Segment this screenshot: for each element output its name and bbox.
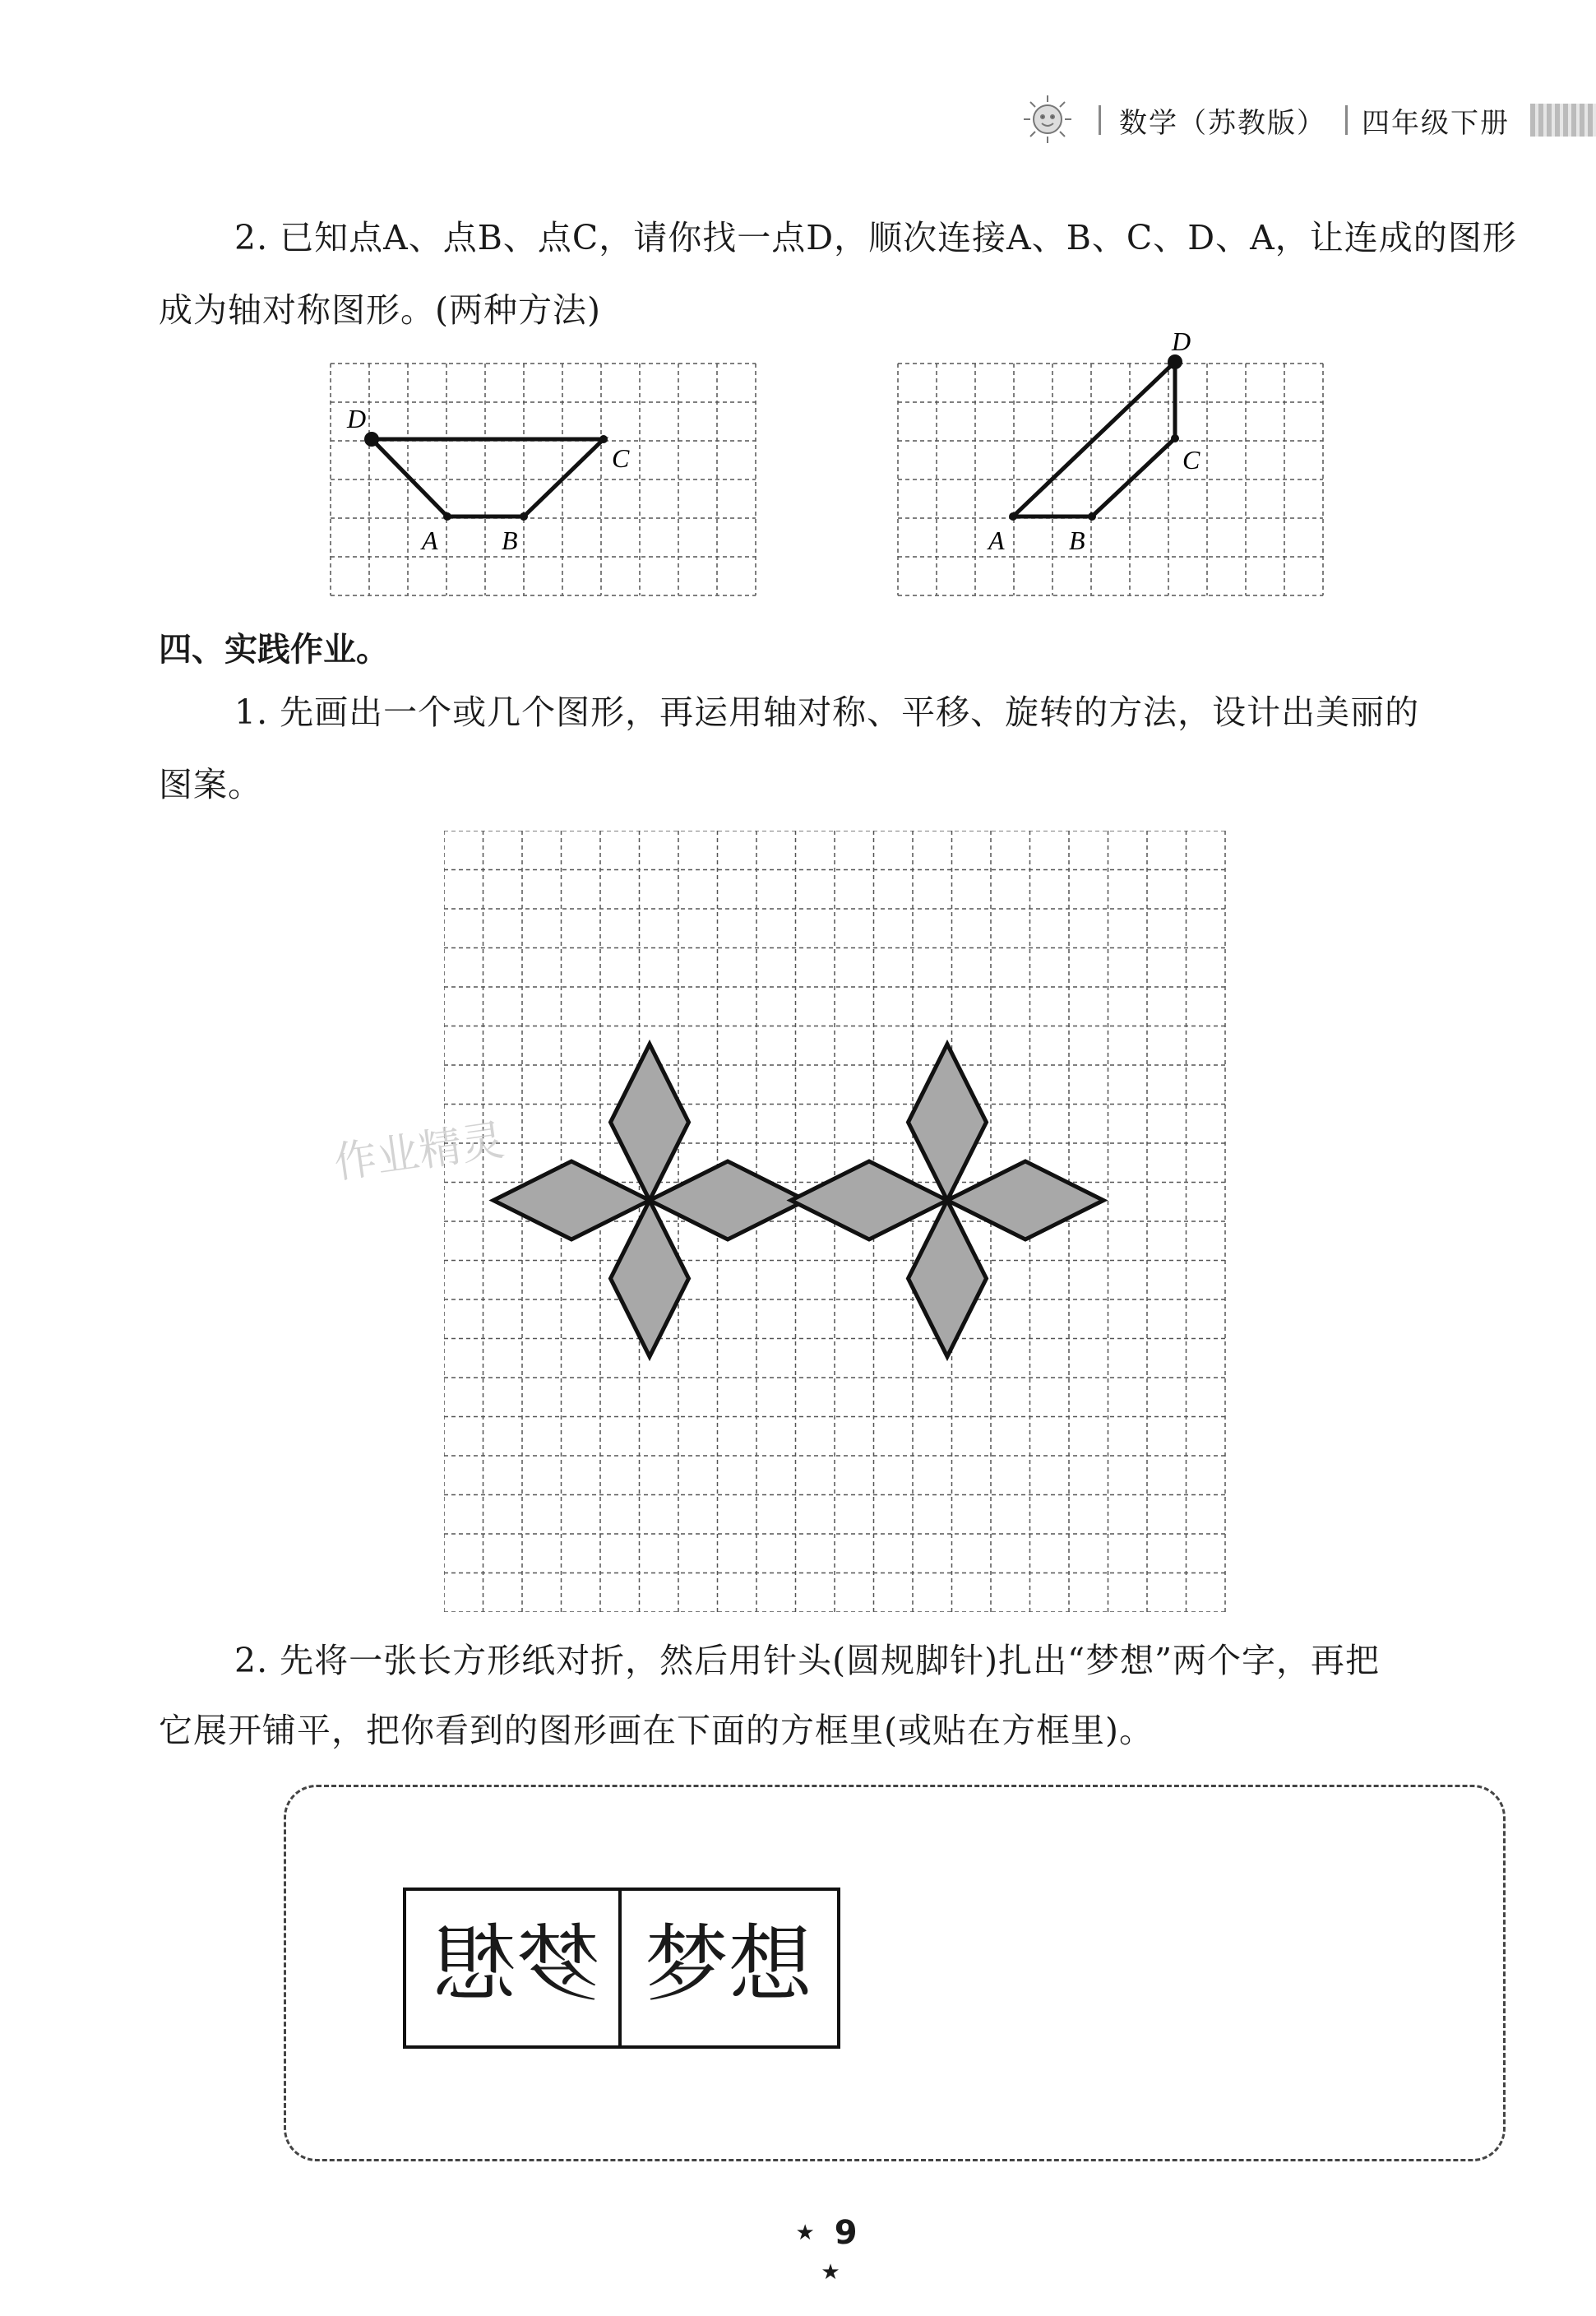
label-b: B: [502, 526, 518, 555]
rhombus-petal: [947, 1161, 1103, 1239]
grid-lines: [898, 364, 1323, 595]
point-d: [1168, 354, 1182, 369]
rhombus-petal: [493, 1161, 650, 1239]
label-c: C: [612, 443, 630, 473]
rhombus-pattern: [493, 1045, 1103, 1357]
star-icon: ★: [795, 2221, 815, 2245]
q2-text-line2: 成为轴对称图形。(两种方法): [159, 290, 601, 330]
mirror-card: [403, 1888, 840, 2049]
header-subject: 数学（苏教版）: [1119, 107, 1326, 140]
header-stripe: [1530, 104, 1596, 137]
page-footer: [781, 2212, 880, 2290]
point-c: [1171, 434, 1179, 442]
section-title: 四、实践作业。: [159, 631, 389, 669]
point-a: [443, 512, 451, 521]
rhombus-petal: [909, 1201, 987, 1357]
design-grid: [444, 831, 1229, 1612]
rhombus-petal: [909, 1045, 987, 1201]
label-a: A: [422, 526, 438, 555]
rhombus-petal: [611, 1045, 689, 1201]
rhombus-petal: [611, 1201, 689, 1357]
header-divider: [1099, 105, 1101, 135]
page-header: [1020, 90, 1596, 148]
header-divider: [1345, 105, 1348, 135]
task1-text-line1: 1. 先画出一个或几个图形，再运用轴对称、平移、旋转的方法，设计出美丽的: [234, 692, 1420, 732]
word-dream: 梦想: [645, 1916, 812, 2014]
fold-line: [618, 1891, 622, 2045]
label-d: D: [1172, 327, 1191, 356]
label-c: C: [1182, 445, 1200, 475]
q2-text-line1: 2. 已知点A、点B、点C，请你找一点D，顺次连接A、B、C、D、A，让连成的图形: [234, 218, 1517, 257]
point-b: [1088, 512, 1096, 521]
header-grade: 四年级下册: [1362, 107, 1510, 140]
star-icon: ★: [821, 2260, 840, 2285]
sun-face-icon: [1020, 92, 1075, 146]
mirrored-word: 梦想: [433, 1916, 600, 2014]
label-a: A: [988, 526, 1005, 555]
point-b: [520, 512, 528, 521]
task2-text-line1: 2. 先将一张长方形纸对折，然后用针头(圆规脚针)扎出“梦想”两个字，再把: [234, 1641, 1381, 1680]
point-a: [1009, 512, 1017, 521]
trapezoid-shape: [372, 439, 604, 516]
label-b: B: [1069, 526, 1085, 555]
q2-grid-2: [880, 321, 1357, 609]
watermark-text: 作业精灵: [331, 1115, 507, 1189]
q2-grid-1: [312, 345, 789, 609]
task2-text-line2: 它展开铺平，把你看到的图形画在下面的方框里(或贴在方框里)。: [159, 1711, 1154, 1750]
task1-text-line2: 图案。: [159, 765, 262, 804]
rhombus-petal: [650, 1161, 806, 1239]
triangle-shape: [1013, 362, 1175, 516]
page-number: 9: [834, 2214, 858, 2252]
point-c: [599, 435, 608, 443]
rhombus-petal: [791, 1161, 947, 1239]
grid-lines: [331, 364, 756, 595]
point-d: [364, 432, 379, 447]
label-d: D: [347, 404, 367, 433]
